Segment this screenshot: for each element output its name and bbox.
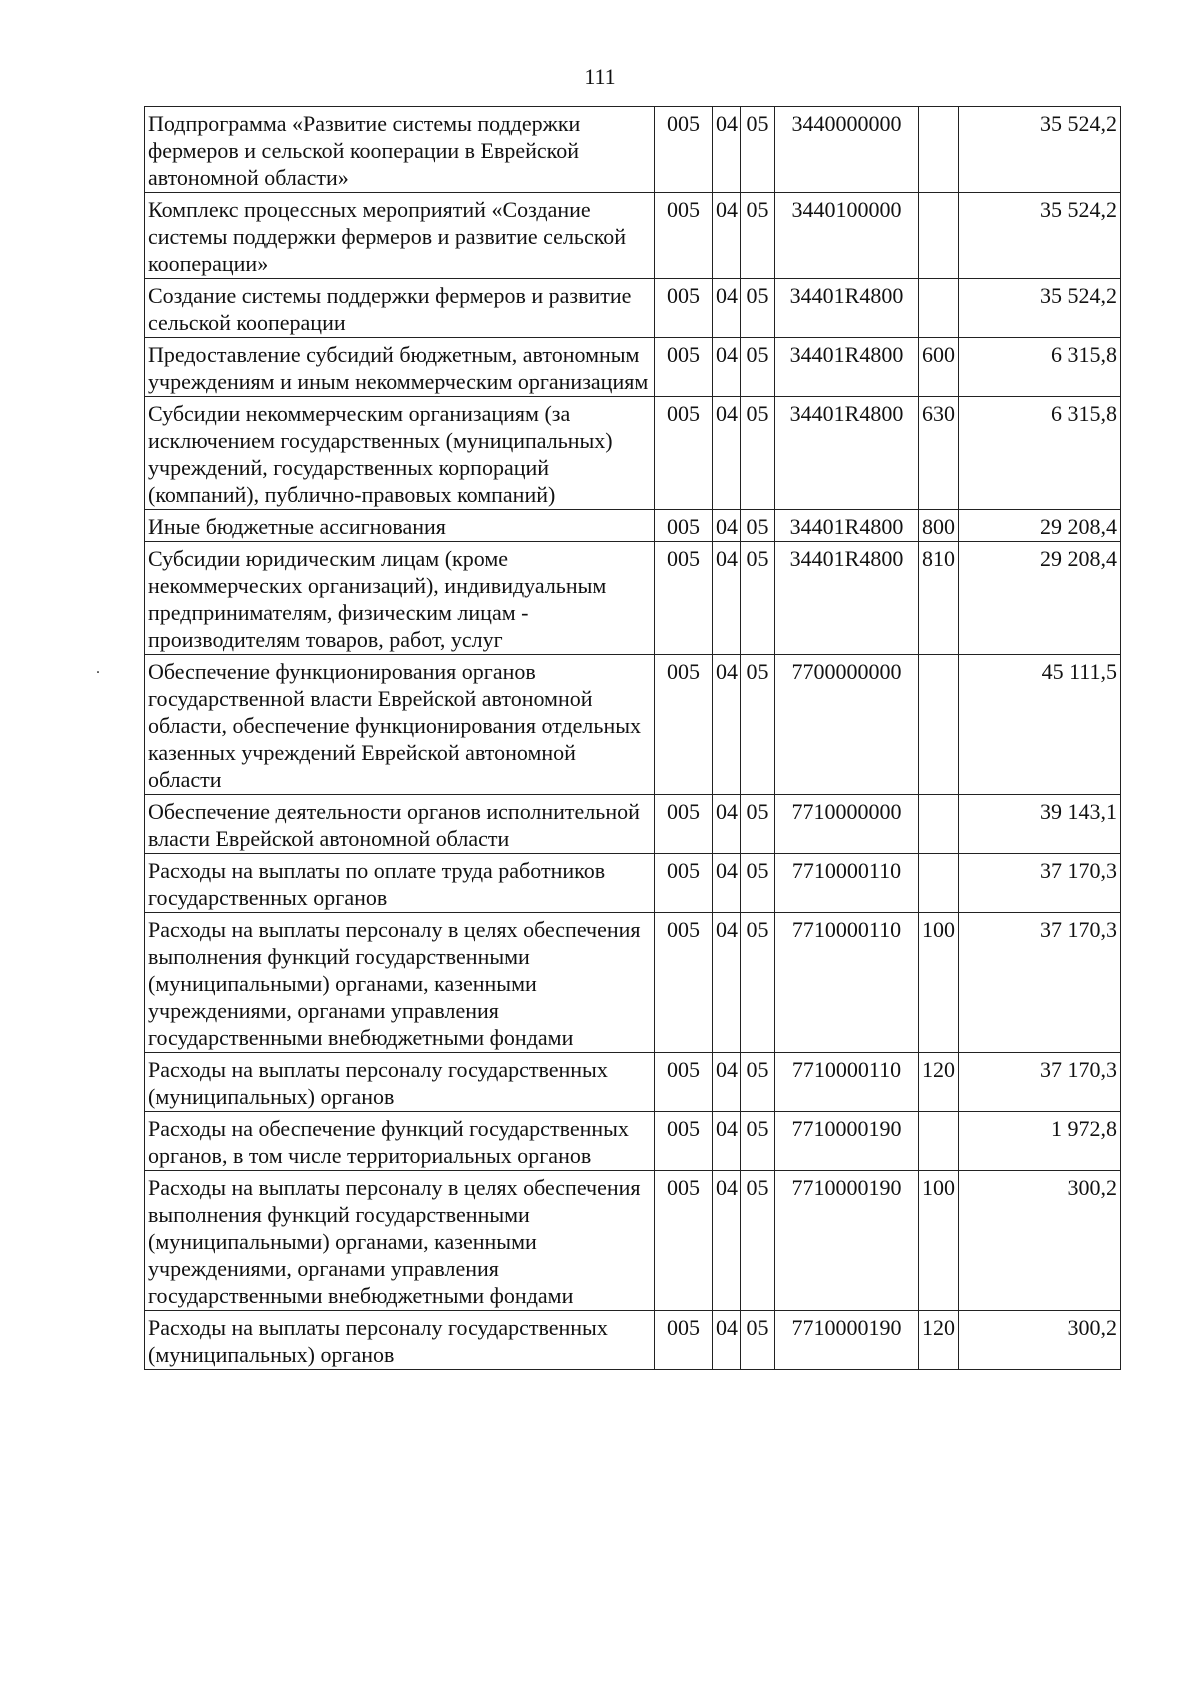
row-amount: 37 170,3 xyxy=(959,854,1121,913)
row-name: Расходы на выплаты персоналу в целях обеспечения выполнения функций государственными (муниципальными) органами, казенными учреждениями, органами управления государственными внебюджетными фондами xyxy=(145,1171,655,1311)
row-target-code: 7710000110 xyxy=(775,913,919,1053)
row-target-code: 34401R4800 xyxy=(775,542,919,655)
row-expense-type-code: 810 xyxy=(919,542,959,655)
row-expense-type-code: 120 xyxy=(919,1053,959,1112)
row-target-code: 3440100000 xyxy=(775,193,919,279)
row-subsection-code: 05 xyxy=(741,338,775,397)
row-name: Расходы на обеспечение функций государственных органов, в том числе территориальных органов xyxy=(145,1112,655,1171)
row-expense-type-code: 100 xyxy=(919,913,959,1053)
row-target-code: 7700000000 xyxy=(775,655,919,795)
row-subsection-code: 05 xyxy=(741,913,775,1053)
row-amount: 300,2 xyxy=(959,1311,1121,1370)
budget-table-body xyxy=(145,107,1121,1370)
table-row xyxy=(145,913,1121,1053)
row-amount: 6 315,8 xyxy=(959,338,1121,397)
row-name: Предоставление субсидий бюджетным, автономным учреждениям и иным некоммерческим организациям xyxy=(145,338,655,397)
row-expense-type-code: 630 xyxy=(919,397,959,510)
row-target-code: 34401R4800 xyxy=(775,397,919,510)
row-target-code: 7710000190 xyxy=(775,1311,919,1370)
row-section-code: 04 xyxy=(713,1311,741,1370)
row-subsection-code: 05 xyxy=(741,854,775,913)
row-subsection-code: 05 xyxy=(741,193,775,279)
row-amount: 45 111,5 xyxy=(959,655,1121,795)
row-name: Субсидии юридическим лицам (кроме некоммерческих организаций), индивидуальным предпринимателям, физическим лицам - производителям товаров, работ, услуг xyxy=(145,542,655,655)
row-admin-code: 005 xyxy=(655,279,713,338)
row-section-code: 04 xyxy=(713,913,741,1053)
table-row xyxy=(145,1053,1121,1112)
row-expense-type-code xyxy=(919,655,959,795)
row-target-code: 7710000110 xyxy=(775,854,919,913)
row-admin-code: 005 xyxy=(655,397,713,510)
row-amount: 39 143,1 xyxy=(959,795,1121,854)
row-name: Создание системы поддержки фермеров и развитие сельской кооперации xyxy=(145,279,655,338)
row-admin-code: 005 xyxy=(655,655,713,795)
row-name: Комплекс процессных мероприятий «Создание системы поддержки фермеров и развитие сельской кооперации» xyxy=(145,193,655,279)
row-admin-code: 005 xyxy=(655,913,713,1053)
row-name: Расходы на выплаты персоналу государственных (муниципальных) органов xyxy=(145,1053,655,1112)
table-row xyxy=(145,338,1121,397)
row-target-code: 3440000000 xyxy=(775,107,919,193)
row-admin-code: 005 xyxy=(655,510,713,542)
row-admin-code: 005 xyxy=(655,193,713,279)
row-amount: 35 524,2 xyxy=(959,279,1121,338)
row-amount: 1 972,8 xyxy=(959,1112,1121,1171)
row-subsection-code: 05 xyxy=(741,107,775,193)
row-name: Расходы на выплаты персоналу в целях обеспечения выполнения функций государственными (муниципальными) органами, казенными учреждениями, органами управления государственными внебюджетными фондами xyxy=(145,913,655,1053)
row-admin-code: 005 xyxy=(655,1311,713,1370)
row-expense-type-code xyxy=(919,795,959,854)
row-admin-code: 005 xyxy=(655,1112,713,1171)
row-section-code: 04 xyxy=(713,1053,741,1112)
row-section-code: 04 xyxy=(713,854,741,913)
row-subsection-code: 05 xyxy=(741,1112,775,1171)
row-name: Расходы на выплаты по оплате труда работников государственных органов xyxy=(145,854,655,913)
scan-speck: . xyxy=(96,660,100,677)
row-admin-code: 005 xyxy=(655,107,713,193)
row-subsection-code: 05 xyxy=(741,1171,775,1311)
row-amount: 29 208,4 xyxy=(959,510,1121,542)
row-section-code: 04 xyxy=(713,397,741,510)
page-number: 111 xyxy=(584,64,616,89)
row-target-code: 7710000110 xyxy=(775,1053,919,1112)
table-row xyxy=(145,795,1121,854)
row-admin-code: 005 xyxy=(655,542,713,655)
row-section-code: 04 xyxy=(713,193,741,279)
row-section-code: 04 xyxy=(713,1171,741,1311)
row-name: Иные бюджетные ассигнования xyxy=(145,510,655,542)
row-expense-type-code xyxy=(919,1112,959,1171)
row-expense-type-code: 600 xyxy=(919,338,959,397)
row-subsection-code: 05 xyxy=(741,279,775,338)
row-target-code: 7710000000 xyxy=(775,795,919,854)
row-amount: 35 524,2 xyxy=(959,193,1121,279)
table-row xyxy=(145,397,1121,510)
row-name: Подпрограмма «Развитие системы поддержки фермеров и сельской кооперации в Еврейской автономной области» xyxy=(145,107,655,193)
row-section-code: 04 xyxy=(713,1112,741,1171)
row-expense-type-code xyxy=(919,279,959,338)
row-admin-code: 005 xyxy=(655,1171,713,1311)
row-section-code: 04 xyxy=(713,655,741,795)
row-subsection-code: 05 xyxy=(741,397,775,510)
row-subsection-code: 05 xyxy=(741,542,775,655)
row-section-code: 04 xyxy=(713,107,741,193)
table-row xyxy=(145,655,1121,795)
table-row xyxy=(145,510,1121,542)
row-name: Субсидии некоммерческим организациям (за исключением государственных (муниципальных) учреждений, государственных корпораций (компаний), публично-правовых компаний) xyxy=(145,397,655,510)
row-subsection-code: 05 xyxy=(741,795,775,854)
table-row xyxy=(145,107,1121,193)
row-amount: 37 170,3 xyxy=(959,913,1121,1053)
row-section-code: 04 xyxy=(713,542,741,655)
row-admin-code: 005 xyxy=(655,854,713,913)
row-expense-type-code xyxy=(919,193,959,279)
row-amount: 35 524,2 xyxy=(959,107,1121,193)
table-row xyxy=(145,279,1121,338)
table-row xyxy=(145,1311,1121,1370)
row-admin-code: 005 xyxy=(655,338,713,397)
row-section-code: 04 xyxy=(713,279,741,338)
row-subsection-code: 05 xyxy=(741,1311,775,1370)
row-amount: 6 315,8 xyxy=(959,397,1121,510)
row-name: Обеспечение функционирования органов государственной власти Еврейской автономной области, обеспечение функционирования отдельных казенных учреждений Еврейской автономной области xyxy=(145,655,655,795)
row-target-code: 7710000190 xyxy=(775,1171,919,1311)
table-row xyxy=(145,542,1121,655)
table-row xyxy=(145,854,1121,913)
row-admin-code: 005 xyxy=(655,1053,713,1112)
row-amount: 37 170,3 xyxy=(959,1053,1121,1112)
row-target-code: 34401R4800 xyxy=(775,510,919,542)
row-amount: 29 208,4 xyxy=(959,542,1121,655)
row-amount: 300,2 xyxy=(959,1171,1121,1311)
row-subsection-code: 05 xyxy=(741,655,775,795)
row-section-code: 04 xyxy=(713,795,741,854)
row-section-code: 04 xyxy=(713,338,741,397)
row-target-code: 34401R4800 xyxy=(775,279,919,338)
table-row xyxy=(145,193,1121,279)
row-admin-code: 005 xyxy=(655,795,713,854)
row-subsection-code: 05 xyxy=(741,1053,775,1112)
row-name: Расходы на выплаты персоналу государственных (муниципальных) органов xyxy=(145,1311,655,1370)
row-target-code: 34401R4800 xyxy=(775,338,919,397)
table-row xyxy=(145,1112,1121,1171)
row-expense-type-code xyxy=(919,854,959,913)
row-name: Обеспечение деятельности органов исполнительной власти Еврейской автономной области xyxy=(145,795,655,854)
row-section-code: 04 xyxy=(713,510,741,542)
row-expense-type-code: 120 xyxy=(919,1311,959,1370)
table-row xyxy=(145,1171,1121,1311)
row-expense-type-code: 800 xyxy=(919,510,959,542)
row-expense-type-code: 100 xyxy=(919,1171,959,1311)
row-expense-type-code xyxy=(919,107,959,193)
row-subsection-code: 05 xyxy=(741,510,775,542)
row-target-code: 7710000190 xyxy=(775,1112,919,1171)
budget-table xyxy=(144,106,1121,1370)
